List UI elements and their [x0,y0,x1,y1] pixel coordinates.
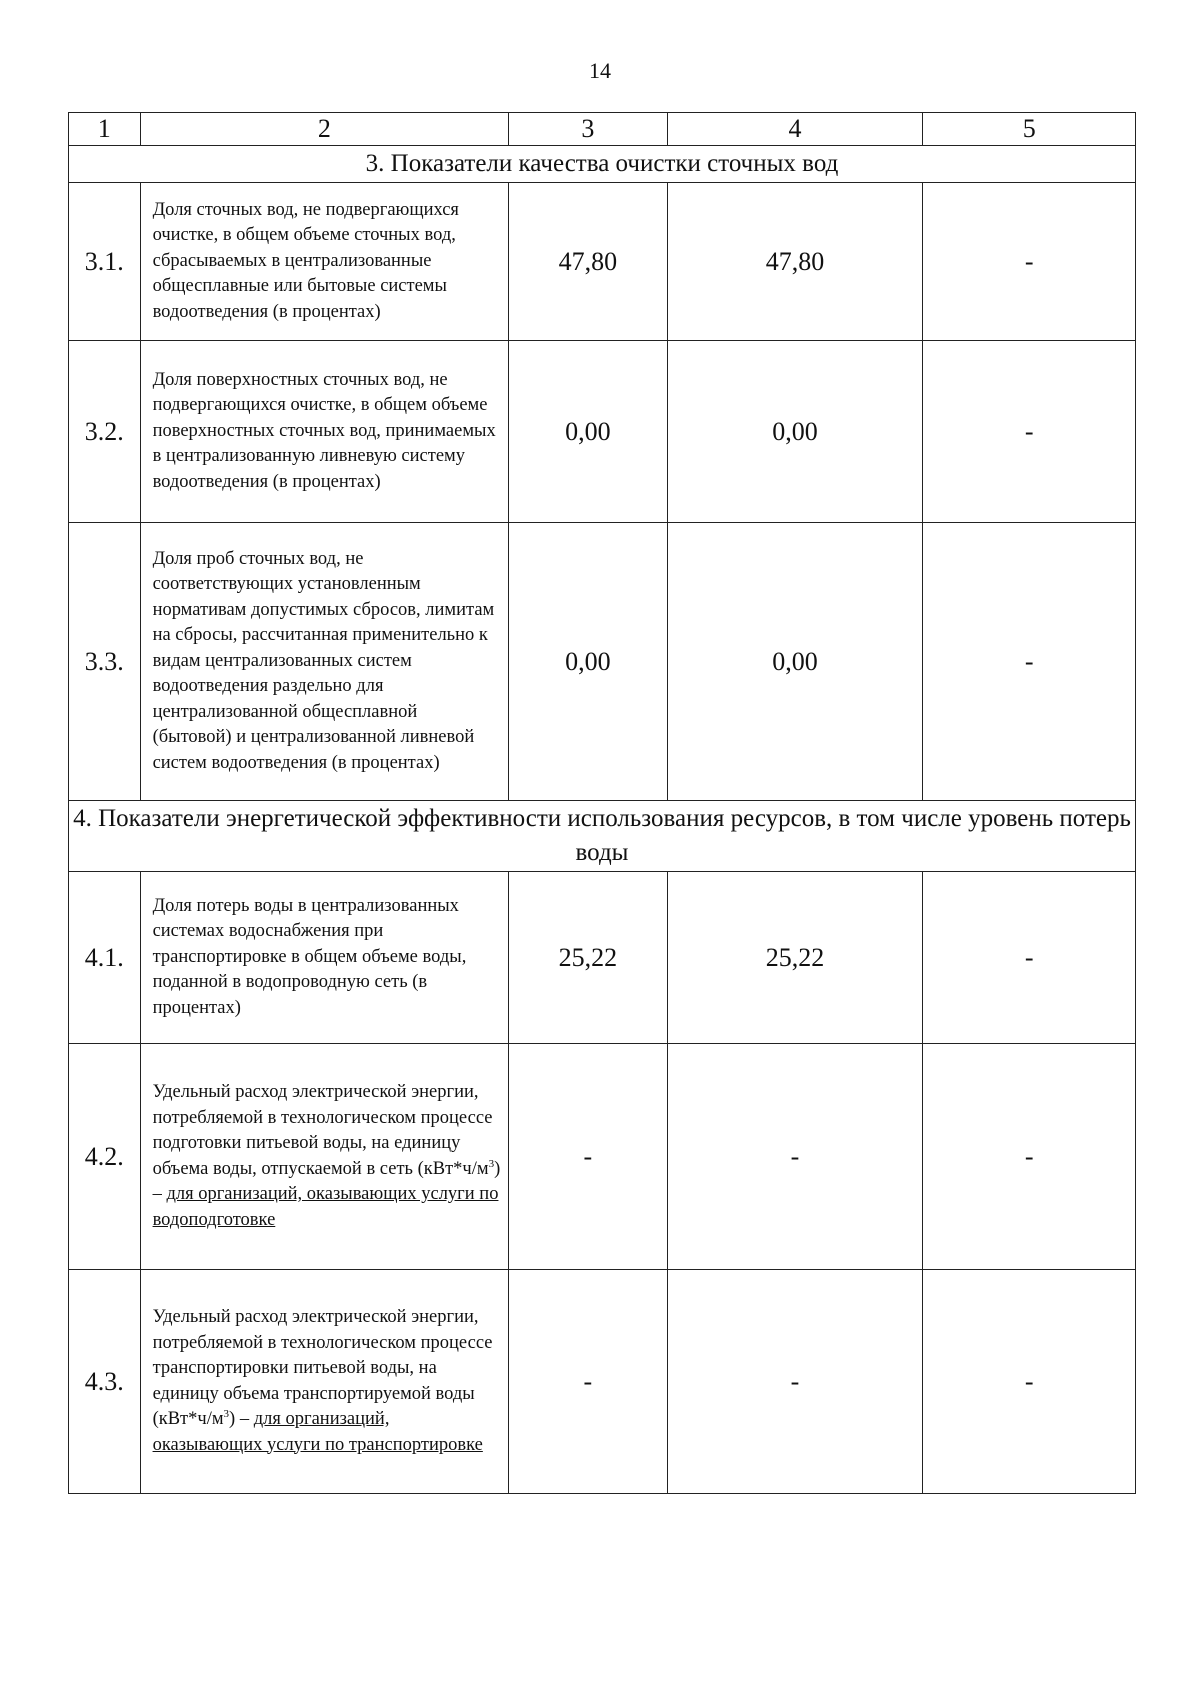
underlined-note: для организаций, оказывающих услуги по транспортировке [152,1409,483,1455]
row-description: Доля сточных вод, не подвергающихся очистке, в общем объеме сточных вод, сбрасываемых в централизованные общесплавные или бытовые системы водоотведения (в процентах) [140,183,509,341]
row-value-col5: - [923,1044,1136,1270]
superscript: 3 [488,1157,495,1170]
row-value-col3: - [509,1044,667,1270]
header-col-4: 4 [667,113,923,146]
row-description [140,1044,509,1270]
row-value-col4: 25,22 [667,872,923,1044]
row-number: 4.3. [69,1270,141,1494]
row-number: 4.1. [69,872,141,1044]
row-value-col4: 0,00 [667,341,923,523]
indicators-table [68,112,1136,1494]
row-value-col4: 47,80 [667,183,923,341]
row-value-col3: 0,00 [509,341,667,523]
table-header-row [69,113,1136,146]
row-number: 3.1. [69,183,141,341]
section-4-title: 4. Показатели энергетической эффективности использования ресурсов, в том числе уровень потерь воды [69,801,1136,872]
underlined-note: для организаций, оказывающих услуги по водоподготовке [152,1184,499,1230]
table-row [69,1044,1136,1270]
row-value-col4: - [667,1044,923,1270]
row-number: 3.2. [69,341,141,523]
table-row [69,341,1136,523]
row-value-col4: 0,00 [667,523,923,801]
page-number: 14 [589,58,611,83]
row-value-col3: 0,00 [509,523,667,801]
row-number: 3.3. [69,523,141,801]
section-3-header-row [69,146,1136,183]
row-value-col3: 47,80 [509,183,667,341]
row-description [140,1270,509,1494]
section-3-title: 3. Показатели качества очистки сточных вод [69,146,1136,183]
row-description: Доля потерь воды в централизованных системах водоснабжения при транспортировке в общем объеме воды, поданной в водопроводную сеть (в процентах) [140,872,509,1044]
table-row [69,872,1136,1044]
row-description-text: Удельный расход электрической энергии, потребляемой в технологическом процессе транспортировки питьевой воды, на единицу объема транспортируемой воды (кВт*ч/м [152,1307,493,1429]
row-description-dash: ) – [152,1158,501,1204]
row-value-col3: 25,22 [509,872,667,1044]
row-value-col4: - [667,1270,923,1494]
row-description: Доля проб сточных вод, не соответствующих установленным нормативам допустимых сбросов, лимитам на сбросы, рассчитанная применительно к видам централизованных систем водоотведения раздельно для централизованной общесплавной (бытовой) и централизованной ливневой систем водоотведения (в процентах) [140,523,509,801]
header-col-5: 5 [923,113,1136,146]
header-col-1: 1 [69,113,141,146]
row-number: 4.2. [69,1044,141,1270]
row-value-col5: - [923,341,1136,523]
table-row [69,523,1136,801]
row-value-col5: - [923,183,1136,341]
row-description-text: Удельный расход электрической энергии, потребляемой в технологическом процессе подготовки питьевой воды, на единицу объема воды, отпускаемой в сеть (кВт*ч/м [152,1082,493,1179]
row-value-col5: - [923,1270,1136,1494]
row-description-dash: ) – [229,1409,254,1429]
section-4-header-row [69,801,1136,872]
header-col-3: 3 [509,113,667,146]
row-description: Доля поверхностных сточных вод, не подвергающихся очистке, в общем объеме поверхностных сточных вод, принимаемых в централизованную ливневую систему водоотведения (в процентах) [140,341,509,523]
row-value-col3: - [509,1270,667,1494]
row-value-col5: - [923,872,1136,1044]
header-col-2: 2 [140,113,509,146]
row-value-col5: - [923,523,1136,801]
superscript: 3 [223,1407,230,1420]
table-row [69,1270,1136,1494]
table-row [69,183,1136,341]
